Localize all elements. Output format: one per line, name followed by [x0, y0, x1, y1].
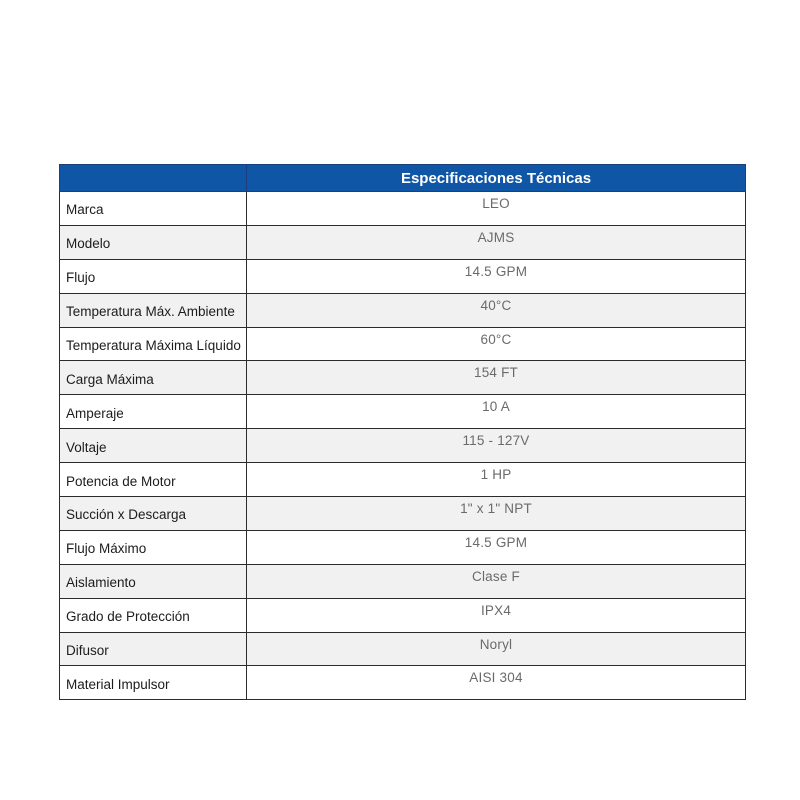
- spec-value: 115 - 127V: [247, 429, 746, 463]
- table-row: [60, 293, 746, 327]
- spec-value: IPX4: [247, 598, 746, 632]
- spec-label: Temperatura Máx. Ambiente: [60, 293, 247, 327]
- table-title: Especificaciones Técnicas: [247, 165, 746, 192]
- specifications-table: [59, 164, 746, 700]
- spec-value: AJMS: [247, 225, 746, 259]
- spec-value: LEO: [247, 192, 746, 226]
- table-row: [60, 259, 746, 293]
- table-row: [60, 327, 746, 361]
- spec-value: Clase F: [247, 564, 746, 598]
- table-row: [60, 429, 746, 463]
- spec-label: Flujo Máximo: [60, 530, 247, 564]
- spec-label: Marca: [60, 192, 247, 226]
- spec-label: Succión x Descarga: [60, 497, 247, 531]
- table-header-row: [60, 165, 746, 192]
- spec-value: 14.5 GPM: [247, 530, 746, 564]
- table-row: [60, 564, 746, 598]
- spec-label: Aislamiento: [60, 564, 247, 598]
- spec-value: 154 FT: [247, 361, 746, 395]
- spec-label: Difusor: [60, 632, 247, 666]
- table-row: [60, 463, 746, 497]
- table-row: [60, 361, 746, 395]
- spec-value: Noryl: [247, 632, 746, 666]
- table-row: [60, 632, 746, 666]
- spec-value: 10 A: [247, 395, 746, 429]
- spec-label: Voltaje: [60, 429, 247, 463]
- table-row: [60, 666, 746, 700]
- table-row: [60, 598, 746, 632]
- table-row: [60, 395, 746, 429]
- spec-value: 1 HP: [247, 463, 746, 497]
- table-body: [60, 192, 746, 700]
- table-row: [60, 225, 746, 259]
- spec-label: Grado de Protección: [60, 598, 247, 632]
- spec-value: 14.5 GPM: [247, 259, 746, 293]
- spec-value: 60°C: [247, 327, 746, 361]
- spec-value: 40°C: [247, 293, 746, 327]
- spec-label: Material Impulsor: [60, 666, 247, 700]
- table-row: [60, 192, 746, 226]
- spec-value: 1" x 1" NPT: [247, 497, 746, 531]
- header-blank-cell: [60, 165, 247, 192]
- spec-value: AISI 304: [247, 666, 746, 700]
- spec-label: Potencia de Motor: [60, 463, 247, 497]
- spec-label: Carga Máxima: [60, 361, 247, 395]
- table-row: [60, 530, 746, 564]
- table-row: [60, 497, 746, 531]
- spec-label: Amperaje: [60, 395, 247, 429]
- spec-label: Flujo: [60, 259, 247, 293]
- spec-label: Temperatura Máxima Líquido: [60, 327, 247, 361]
- spec-label: Modelo: [60, 225, 247, 259]
